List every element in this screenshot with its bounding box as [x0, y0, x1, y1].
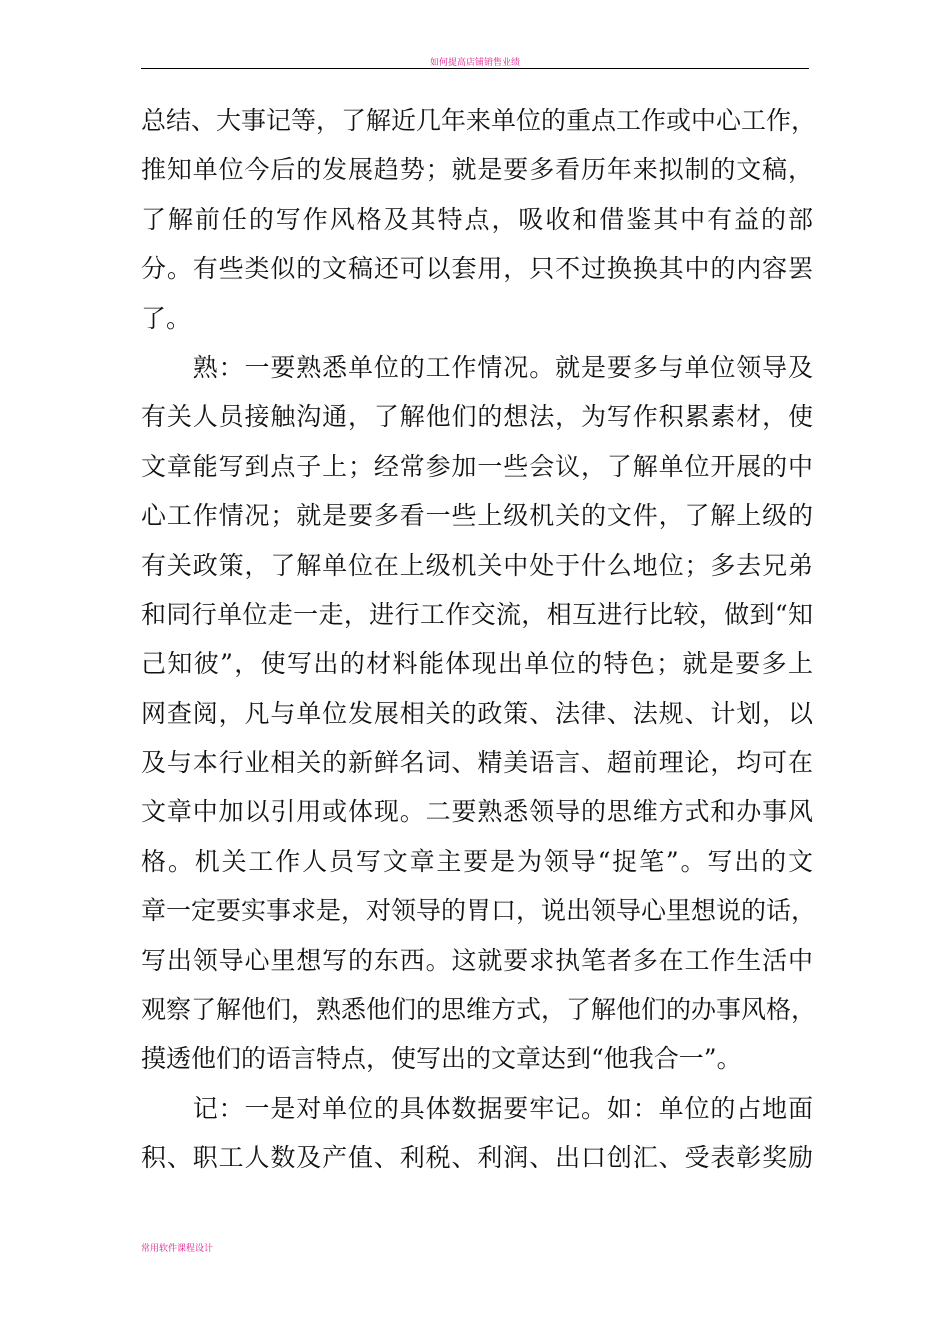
text-line: 总结、大事记等，了解近几年来单位的重点工作或中心工作，	[141, 106, 817, 135]
text-line: 有关政策，了解单位在上级机关中处于什么地位；多去兄弟	[141, 550, 813, 580]
text-line: 格。机关工作人员写文章主要是为领导“捉笔”。写出的文	[141, 846, 813, 876]
text-line: 文章能写到点子上；经常参加一些会议，了解单位开展的中	[141, 451, 813, 481]
header-title: 如何提高店铺销售业绩	[429, 58, 520, 68]
text-line: 熟：一要熟悉单位的工作情况。就是要多与单位领导及	[141, 352, 813, 382]
text-line: 观察了解他们，熟悉他们的思维方式，了解他们的办事风格，	[141, 995, 817, 1025]
page-footer: 常用软件课程设计	[141, 1244, 214, 1254]
document-body	[141, 96, 817, 1183]
text-line: 记：一是对单位的具体数据要牢记。如：单位的占地面	[141, 1093, 813, 1123]
text-line: 了解前任的写作风格及其特点，吸收和借鉴其中有益的部	[141, 204, 813, 234]
text-line: 文章中加以引用或体现。二要熟悉领导的思维方式和办事风	[141, 797, 813, 827]
text-line: 分。有些类似的文稿还可以套用，只不过换换其中的内容罢	[141, 254, 813, 284]
text-line: 和同行单位走一走，进行工作交流，相互进行比较，做到“知	[141, 599, 813, 629]
text-line: 心工作情况；就是要多看一些上级机关的文件，了解上级的	[141, 501, 813, 531]
text-line: 积、职工人数及产值、利税、利润、出口创汇、受表彰奖励	[141, 1143, 813, 1173]
text-line: 己知彼”，使写出的材料能体现出单位的特色；就是要多上	[141, 649, 813, 679]
text-line: 网查阅，凡与单位发展相关的政策、法律、法规、计划，以	[141, 698, 813, 728]
text-line: 摸透他们的语言特点，使写出的文章达到“他我合一”。	[141, 1044, 742, 1074]
text-line: 有关人员接触沟通，了解他们的想法，为写作积累素材，使	[141, 402, 813, 432]
text-line: 推知单位今后的发展趋势；就是要多看历年来拟制的文稿，	[141, 155, 813, 185]
text-line: 写出领导心里想写的东西。这就要求执笔者多在工作生活中	[141, 945, 813, 975]
text-line: 了。	[141, 303, 192, 333]
text-line: 及与本行业相关的新鲜名词、精美语言、超前理论，均可在	[141, 748, 813, 778]
page-header	[141, 56, 809, 69]
text-line: 章一定要实事求是，对领导的胃口，说出领导心里想说的话，	[141, 896, 817, 926]
